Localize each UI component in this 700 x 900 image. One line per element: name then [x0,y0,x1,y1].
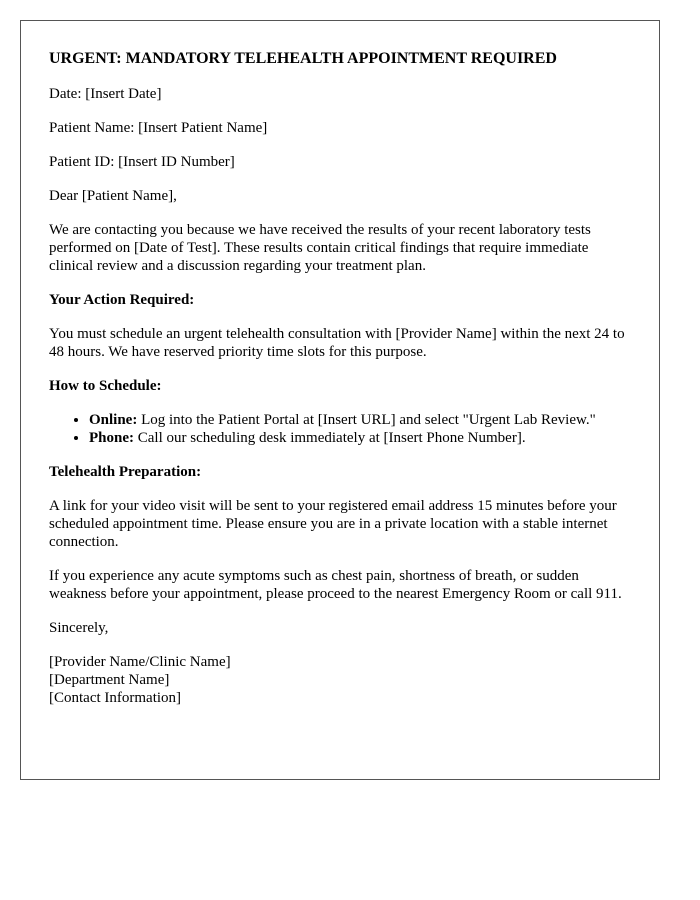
schedule-list [49,411,631,447]
closing: Sincerely, [49,620,109,636]
schedule-heading: How to Schedule: [49,378,162,394]
patient-name-line: Patient Name: [Insert Patient Name] [49,120,268,136]
schedule-item-label: Online: [89,412,138,428]
prep-heading: Telehealth Preparation: [49,464,202,480]
salutation: Dear [Patient Name], [49,188,177,204]
action-heading: Your Action Required: [49,292,195,308]
letter-title: URGENT: MANDATORY TELEHEALTH APPOINTMENT REQUIRED [49,50,557,67]
prep-paragraph: A link for your video visit will be sent to your registered email address 15 minutes before your scheduled appointment time. Please ensure you are in a private location with a stable internet connection. [49,498,617,550]
signature-line: [Provider Name/Clinic Name] [49,654,231,670]
schedule-item-label: Phone: [89,430,134,446]
signature-line: [Department Name] [49,672,170,688]
schedule-item-online [89,411,631,429]
emergency-paragraph: If you experience any acute symptoms such as chest pain, shortness of breath, or sudden weakness before your appointment, please proceed to the nearest Emergency Room or call 911. [49,568,622,602]
schedule-item-text: Call our scheduling desk immediately at [Insert Phone Number]. [134,430,526,446]
patient-id-line: Patient ID: [Insert ID Number] [49,154,235,170]
schedule-item-text: Log into the Patient Portal at [Insert URL] and select "Urgent Lab Review." [137,412,596,428]
date-line: Date: [Insert Date] [49,86,162,102]
signature-line: [Contact Information] [49,690,182,706]
schedule-item-phone [89,429,631,447]
letter-container [20,20,660,780]
action-paragraph: You must schedule an urgent telehealth consultation with [Provider Name] within the next 24 to 48 hours. We have reserved priority time slots for this purpose. [49,326,625,360]
intro-paragraph: We are contacting you because we have received the results of your recent laboratory tests performed on [Date of Test]. These results contain critical findings that require immediate clinical review and a discussion regarding your treatment plan. [49,222,591,274]
signature-block [49,653,631,707]
